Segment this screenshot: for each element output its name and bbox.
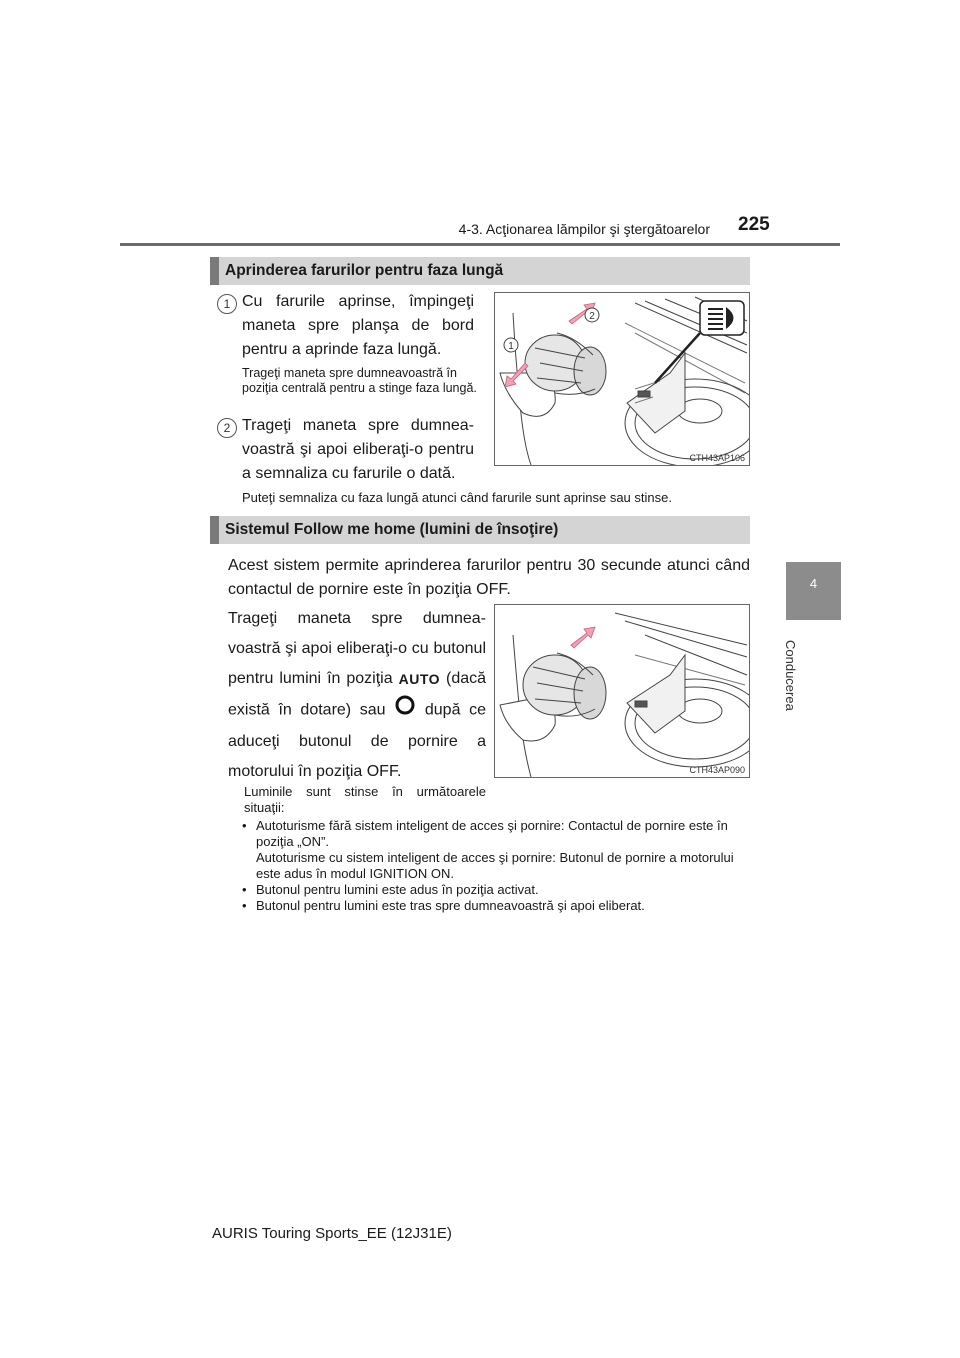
auto-symbol-text: AUTO bbox=[398, 671, 441, 687]
follow-me-home-conditions bbox=[236, 818, 752, 914]
figure-code: CTH43AP106 bbox=[689, 453, 745, 463]
condition-item-3: • Butonul pentru lumini este tras spre dumneavoastră şi apoi eliberat. bbox=[236, 898, 752, 914]
arrow-pull-release bbox=[571, 627, 595, 648]
step-number-1: 1 bbox=[217, 294, 237, 314]
figure-callout-2-text: 2 bbox=[589, 311, 595, 322]
figure-high-beam-lever bbox=[494, 292, 750, 466]
step1-note: Trageţi maneta spre dumneavoastră în poziţia centrală pentru a stinge faza lungă. bbox=[242, 366, 477, 395]
step2-text: Trageţi maneta spre dumnea-voastră şi apoi eliberaţi-o pentru a semnaliza cu farurile o dată. bbox=[242, 417, 474, 482]
follow-me-home-instruction bbox=[228, 604, 486, 787]
step-number-2: 2 bbox=[217, 418, 237, 438]
footer-model: AURIS Touring Sports_EE (12J31E) bbox=[212, 1225, 452, 1242]
chapter-label-text: Conducerea bbox=[783, 640, 798, 711]
figure2-illustration bbox=[495, 605, 749, 777]
instruction-part1: Trageţi maneta spre dumnea-voastră şi apoi eliberaţi-o cu butonul pentru lumini în poziţia bbox=[228, 610, 486, 688]
lights-off-icon bbox=[394, 694, 416, 727]
header-section-title: 4-3. Acţionarea lămpilor şi ştergătoarelor bbox=[458, 221, 710, 237]
figure2-code: CTH43AP090 bbox=[689, 765, 745, 775]
chapter-number: 4 bbox=[809, 576, 818, 591]
header-rule bbox=[120, 243, 840, 246]
section-title-high-beam: Aprinderea farurilor pentru faza lungă bbox=[210, 257, 750, 285]
figure-illustration bbox=[495, 293, 749, 465]
instruction-part2: (dacă există în dotare) sau bbox=[228, 670, 487, 719]
page-number: 225 bbox=[738, 214, 770, 235]
conditions-list bbox=[236, 818, 752, 914]
auto-symbol bbox=[399, 664, 440, 694]
high-beam-icon bbox=[655, 301, 744, 383]
step2-note: Puteţi semnaliza cu faza lungă atunci când farurile sunt aprinse sau stinse. bbox=[242, 490, 672, 505]
condition-1-continuation: Autoturisme cu sistem inteligent de acces şi pornire: Butonul de pornire a motorului este adus în modul IGNITION ON. bbox=[256, 850, 734, 881]
step1-text: Cu farurile aprinse, împingeţi maneta spre planşa de bord pentru a aprinde faza lungă. bbox=[242, 293, 474, 358]
instruction-part3: după ce aduceţi butonul de pornire a motorului în poziţia OFF. bbox=[228, 701, 487, 781]
follow-me-home-note-intro: Luminile sunt stinse în următoarele situaţii: bbox=[244, 784, 486, 815]
condition-1-text: Autoturisme fără sistem inteligent de acces şi pornire: Contactul de pornire este în poziţia „ON”. bbox=[256, 818, 728, 849]
chapter-label bbox=[780, 640, 804, 720]
section-title-follow-me-home: Sistemul Follow me home (lumini de însoţire) bbox=[210, 516, 750, 544]
chapter-tab bbox=[786, 562, 841, 620]
follow-me-home-intro: Acest sistem permite aprinderea farurilor pentru 30 secunde atunci când contactul de pornire este în poziţia OFF. bbox=[228, 557, 750, 598]
condition-item-1 bbox=[236, 818, 752, 882]
figure-follow-me-home-lever bbox=[494, 604, 750, 778]
condition-item-2: • Butonul pentru lumini este adus în poziţia activat. bbox=[236, 882, 752, 898]
figure-callout-1-text: 1 bbox=[508, 341, 514, 352]
